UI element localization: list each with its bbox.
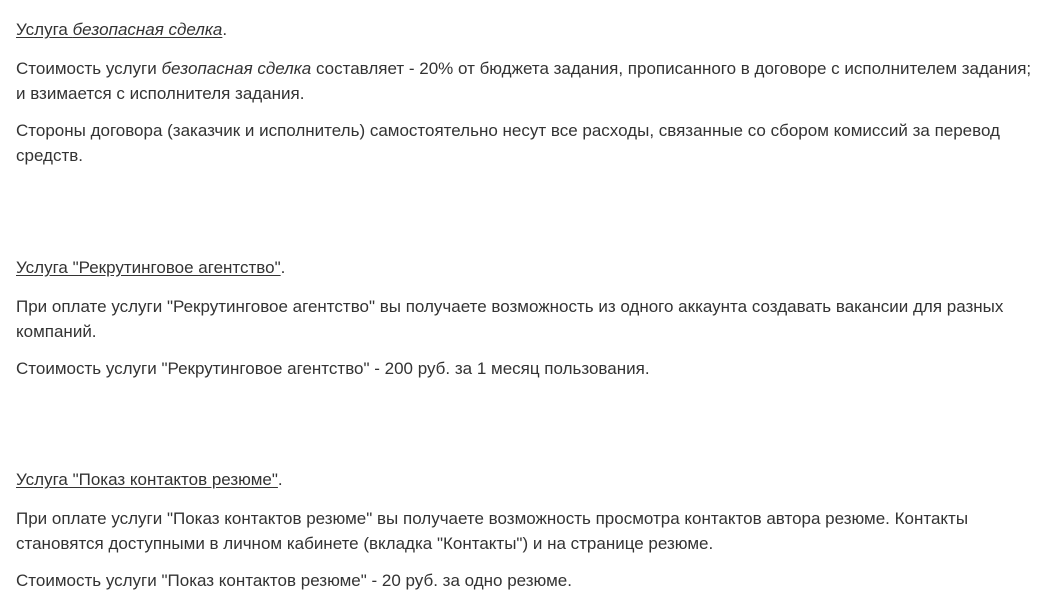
recruiting-agency-link[interactable]: Услуга "Рекрутинговое агентство" bbox=[16, 258, 281, 277]
section-heading-recruiting-agency: Услуга "Рекрутинговое агентство". bbox=[16, 258, 286, 277]
section-heading-resume-contacts: Услуга "Показ контактов резюме". bbox=[16, 470, 283, 489]
safe-deal-cost-line1: Стоимость услуги безопасная сделка составляет - 20% от бюджета задания, прописанного в договоре с исполнителем задания; bbox=[16, 59, 1032, 78]
resume-contacts-description: При оплате услуги "Показ контактов резюме" вы получаете возможность просмотра контактов автора резюме. Контакты становятся доступными в личном кабинете (вкладка "Контакты") и на странице резюме. bbox=[16, 509, 969, 553]
recruiting-agency-description: При оплате услуги "Рекрутинговое агентство" вы получаете возможность из одного аккаунта создавать вакансии для разных компаний. bbox=[16, 297, 1004, 341]
safe-deal-cost-paragraph bbox=[16, 56, 1058, 106]
resume-contacts-link[interactable]: Услуга "Показ контактов резюме" bbox=[16, 470, 278, 489]
safe-deal-cost-line2: и взимается с исполнителя задания. bbox=[16, 84, 305, 103]
safe-deal-emphasis: безопасная сделка bbox=[72, 20, 223, 39]
section-recruiting-agency bbox=[16, 255, 1058, 381]
section-heading-safe-deal: Услуга безопасная сделка. bbox=[16, 20, 228, 39]
section-resume-contacts bbox=[16, 467, 1058, 593]
safe-deal-fees-paragraph: Стороны договора (заказчик и исполнитель) самостоятельно несут все расходы, связанные со сбором комиссий за перевод средств. bbox=[16, 121, 1000, 165]
recruiting-agency-cost: Стоимость услуги "Рекрутинговое агентство" - 200 руб. за 1 месяц пользования. bbox=[16, 359, 650, 378]
resume-contacts-cost: Стоимость услуги "Показ контактов резюме" - 20 руб. за одно резюме. bbox=[16, 571, 572, 590]
safe-deal-link[interactable]: Услуга безопасная сделка bbox=[16, 20, 223, 39]
section-safe-deal bbox=[16, 17, 1058, 168]
